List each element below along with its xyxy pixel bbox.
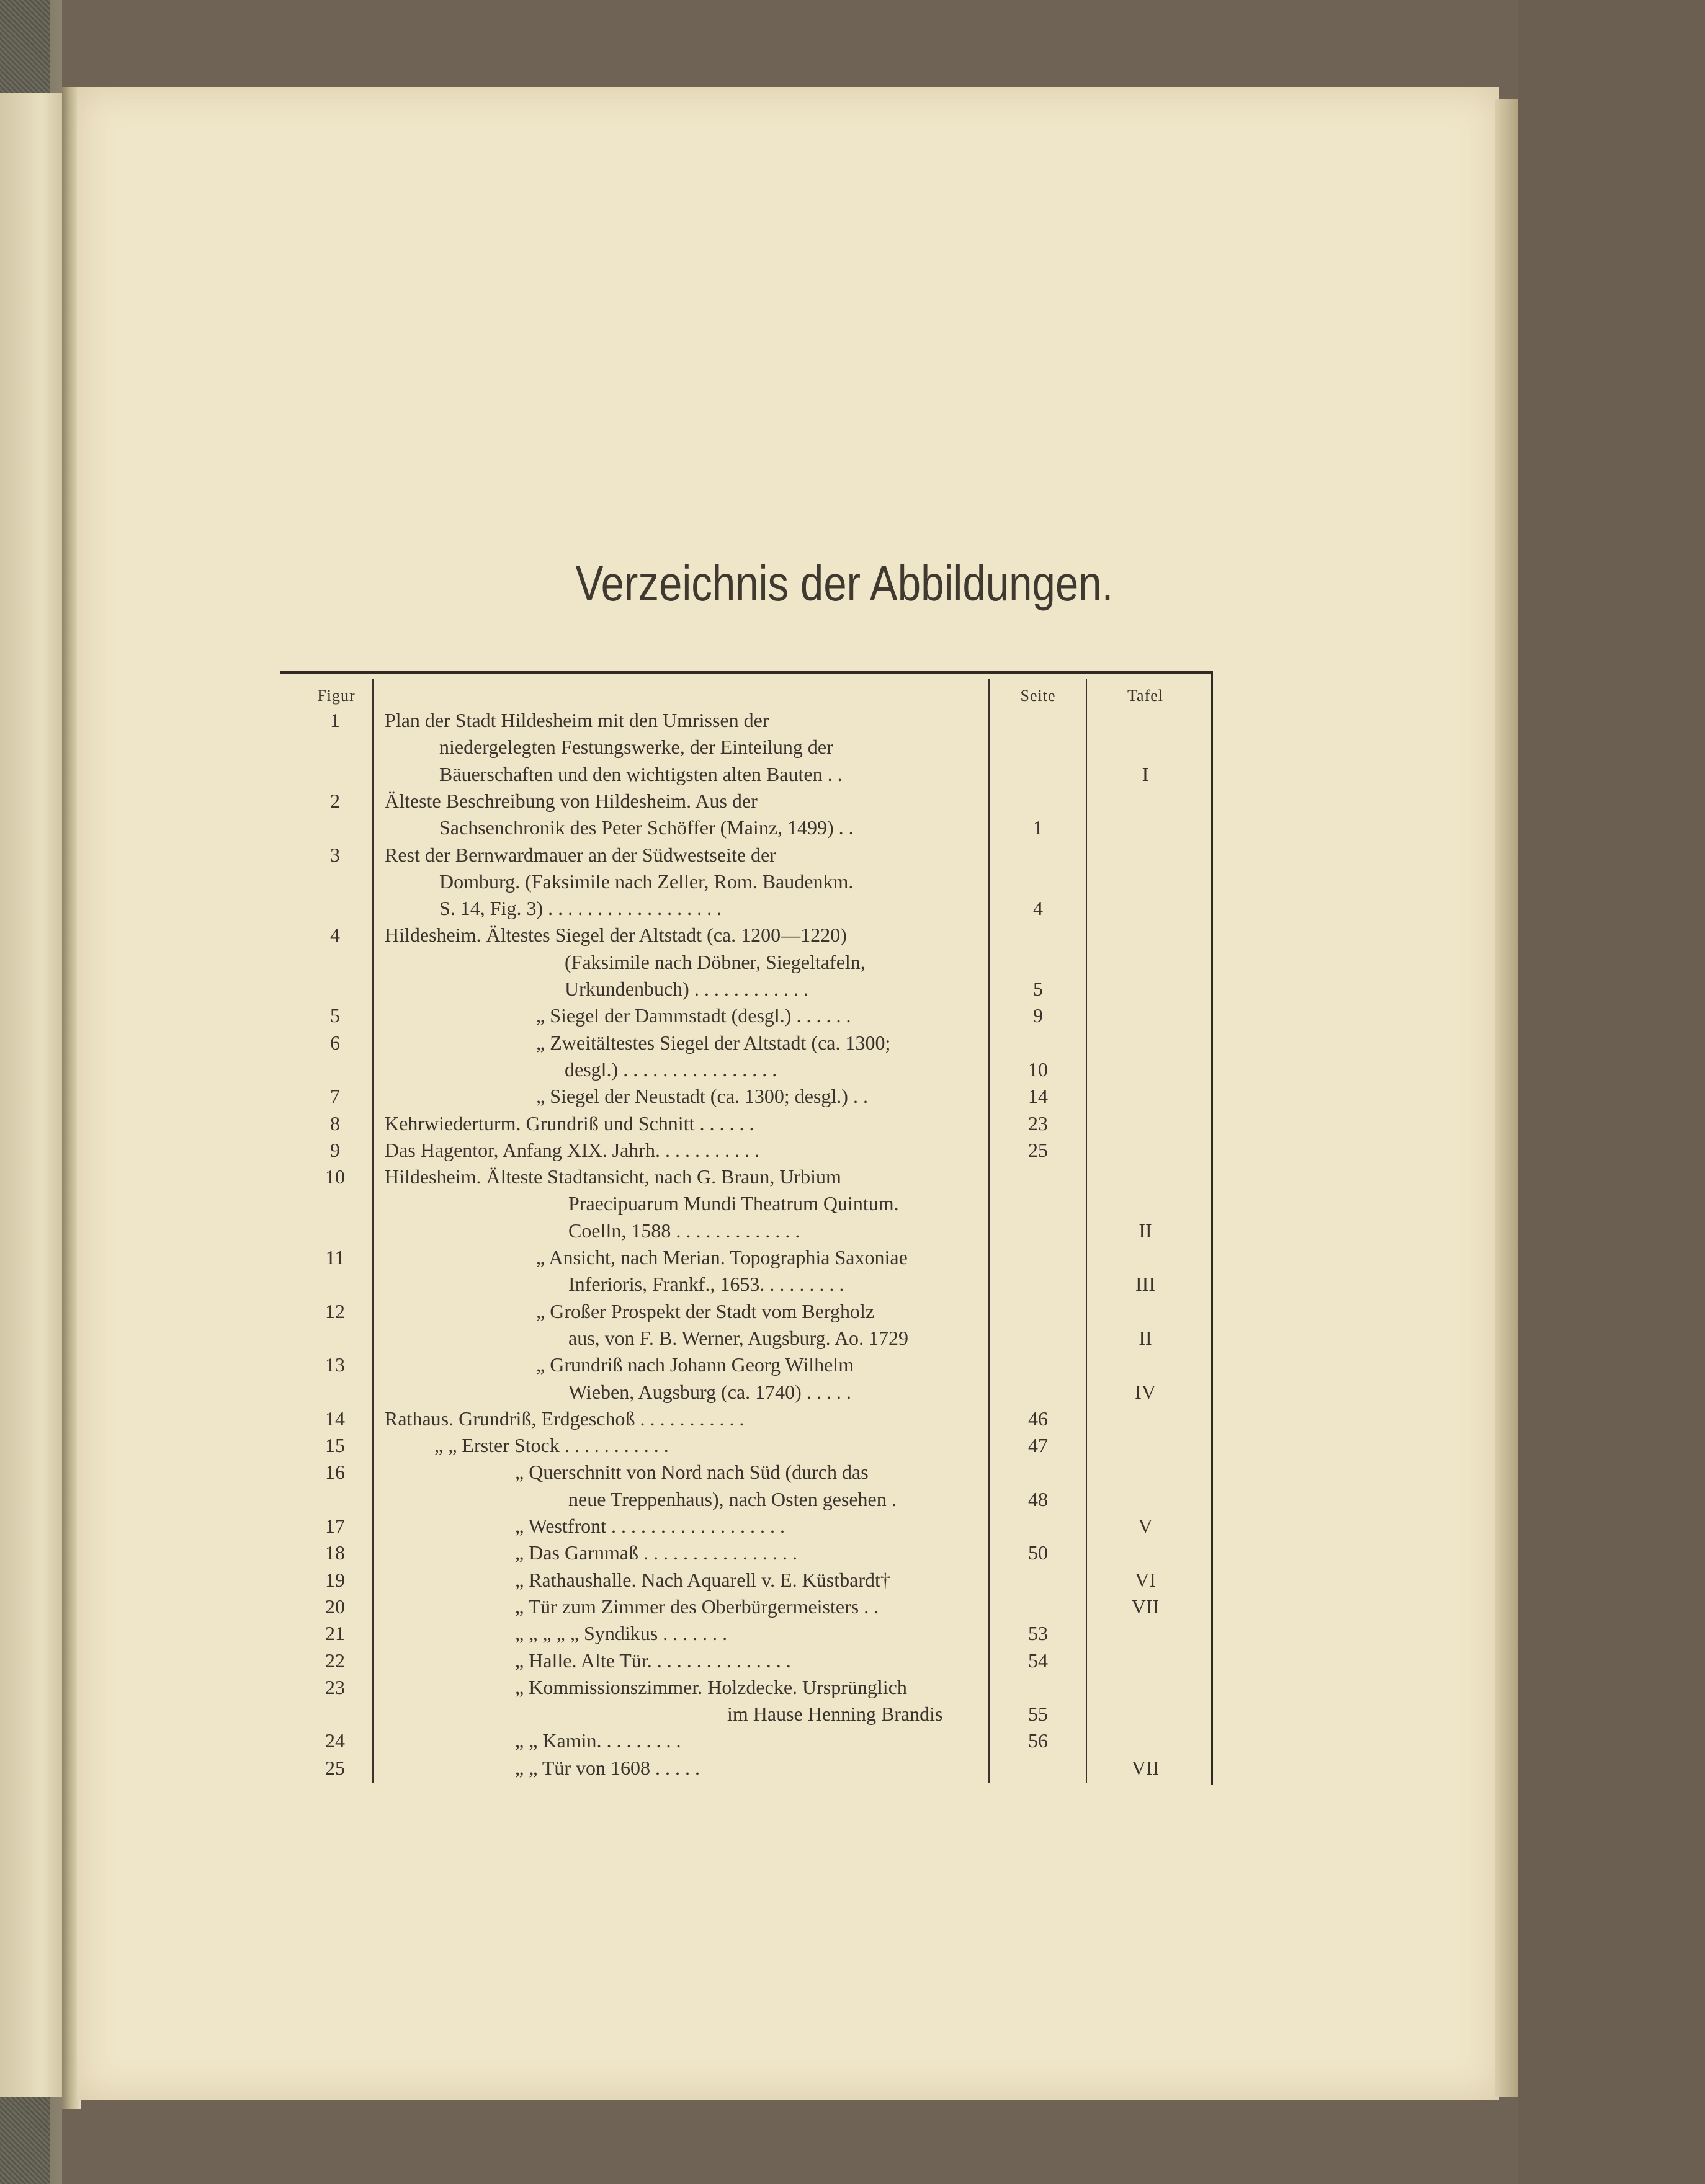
figure-number: 18 xyxy=(325,1541,345,1564)
figure-description: (Faksimile nach Döbner, Siegeltafeln, xyxy=(565,950,866,973)
figure-number: 2 xyxy=(330,789,340,812)
figure-description: Hildesheim. Ältestes Siegel der Altstadt (ca. 1200—1220) xyxy=(385,924,847,947)
page-number: 53 xyxy=(1028,1622,1048,1645)
table-row xyxy=(0,1138,1705,1164)
page-number: 55 xyxy=(1028,1703,1048,1726)
table-row xyxy=(0,1487,1705,1513)
figure-description: Das Hagentor, Anfang XIX. Jahrh. . . . . . . . . . . xyxy=(385,1138,759,1161)
figure-description: Domburg. (Faksimile nach Zeller, Rom. Baudenkm. xyxy=(439,870,854,893)
header-seite: Seite xyxy=(1020,687,1056,705)
figure-number: 19 xyxy=(325,1568,345,1591)
figure-description: „ Kommissionszimmer. Holzdecke. Ursprünglich xyxy=(515,1675,907,1698)
figure-number: 8 xyxy=(330,1112,340,1134)
figure-description: „ Halle. Alte Tür. . . . . . . . . . . . . . . xyxy=(515,1649,791,1672)
figure-description: Coelln, 1588 . . . . . . . . . . . . . xyxy=(568,1219,800,1242)
figure-number: 7 xyxy=(330,1085,340,1108)
binding-cloth-top xyxy=(0,0,50,105)
table-row xyxy=(0,1728,1705,1754)
page-number: 23 xyxy=(1028,1112,1048,1134)
table-row xyxy=(0,1164,1705,1190)
table-row xyxy=(0,922,1705,948)
figure-description: „ „ „ „ „ Syndikus . . . . . . . xyxy=(515,1622,728,1645)
page-number: 50 xyxy=(1028,1541,1048,1564)
table-row xyxy=(0,1621,1705,1647)
figure-description: Rathaus. Grundriß, Erdgeschoß . . . . . . . . . . . xyxy=(385,1407,745,1430)
table-row xyxy=(0,1003,1705,1029)
figure-description: „ Querschnitt von Nord nach Süd (durch das xyxy=(515,1461,869,1484)
figure-description: „ „ Tür von 1608 . . . . . xyxy=(515,1756,700,1779)
table-row xyxy=(0,1433,1705,1459)
table-row xyxy=(0,762,1705,788)
figure-description: desgl.) . . . . . . . . . . . . . . . . xyxy=(565,1058,777,1081)
figure-description: Bäuerschaften und den wichtigsten alten Bauten . . xyxy=(439,762,843,785)
figure-description: „ „ Erster Stock . . . . . . . . . . . xyxy=(434,1434,669,1457)
table-row xyxy=(0,1540,1705,1566)
table-row xyxy=(0,1594,1705,1620)
table-row xyxy=(0,1084,1705,1110)
figure-number: 4 xyxy=(330,924,340,947)
binding-cloth-bottom xyxy=(0,2097,50,2184)
plate-number: III xyxy=(1135,1273,1155,1296)
figure-description: niedergelegten Festungswerke, der Einteilung der xyxy=(439,736,833,759)
plate-number: IV xyxy=(1135,1380,1156,1403)
page-number: 56 xyxy=(1028,1729,1048,1752)
figure-number: 16 xyxy=(325,1461,345,1484)
plate-number: II xyxy=(1139,1326,1152,1349)
page-number: 1 xyxy=(1033,816,1043,839)
figure-description: „ „ Kamin. . . . . . . . . xyxy=(515,1729,681,1752)
figure-number: 13 xyxy=(325,1353,345,1376)
plate-number: VI xyxy=(1135,1568,1156,1591)
figure-number: 25 xyxy=(325,1756,345,1779)
page-number: 10 xyxy=(1028,1058,1048,1081)
page-number: 25 xyxy=(1028,1138,1048,1161)
figure-description: Wieben, Augsburg (ca. 1740) . . . . . xyxy=(568,1380,851,1403)
figure-number: 23 xyxy=(325,1675,345,1698)
page-title: Verzeichnis der Abbildungen. xyxy=(575,556,1114,611)
table-row xyxy=(0,1406,1705,1432)
figure-description: im Hause Henning Brandis xyxy=(727,1703,943,1726)
figure-description: „ Ansicht, nach Merian. Topographia Saxoniae xyxy=(536,1246,908,1268)
figure-description: S. 14, Fig. 3) . . . . . . . . . . . . . . . . . . xyxy=(439,897,722,920)
figure-description: neue Treppenhaus), nach Osten gesehen . xyxy=(568,1487,897,1510)
figure-description: aus, von F. B. Werner, Augsburg. Ao. 1729 xyxy=(568,1326,908,1349)
table-row xyxy=(0,1675,1705,1701)
table-row xyxy=(0,1352,1705,1378)
table-row xyxy=(0,1701,1705,1727)
figure-number: 17 xyxy=(325,1515,345,1537)
table-row xyxy=(0,815,1705,841)
header-tafel: Tafel xyxy=(1127,687,1164,705)
table-row xyxy=(0,1272,1705,1298)
table-row xyxy=(0,1379,1705,1406)
figure-description: Urkundenbuch) . . . . . . . . . . . . xyxy=(565,978,808,1000)
figure-description: „ Westfront . . . . . . . . . . . . . . . . . . xyxy=(515,1515,785,1537)
figure-number: 3 xyxy=(330,843,340,866)
figure-description: Sachsenchronik des Peter Schöffer (Mainz, 1499) . . xyxy=(439,816,854,839)
table-row xyxy=(0,1648,1705,1674)
plate-number: VII xyxy=(1131,1595,1160,1618)
table-row xyxy=(0,869,1705,895)
table-row xyxy=(0,1057,1705,1083)
table-row xyxy=(0,976,1705,1002)
table-row xyxy=(0,1326,1705,1352)
figure-number: 24 xyxy=(325,1729,345,1752)
figure-number: 11 xyxy=(325,1246,345,1268)
table-row xyxy=(0,1513,1705,1540)
table-row xyxy=(0,1245,1705,1271)
figure-number: 6 xyxy=(330,1031,340,1054)
figure-number: 9 xyxy=(330,1138,340,1161)
figure-number: 21 xyxy=(325,1622,345,1645)
figure-description: Kehrwiederturm. Grundriß und Schnitt . . . . . . xyxy=(385,1112,754,1134)
figure-description: „ Tür zum Zimmer des Oberbürgermeisters . . xyxy=(515,1595,879,1618)
figure-number: 15 xyxy=(325,1434,345,1457)
figure-number: 22 xyxy=(325,1649,345,1672)
page-number: 4 xyxy=(1033,897,1043,920)
page-number: 46 xyxy=(1028,1407,1048,1430)
table-row xyxy=(0,1191,1705,1217)
page-number: 14 xyxy=(1028,1085,1048,1108)
table-row xyxy=(0,708,1705,734)
table-row xyxy=(0,1218,1705,1244)
table-row xyxy=(0,896,1705,922)
table-row xyxy=(0,842,1705,868)
figure-number: 1 xyxy=(330,709,340,731)
page-number: 47 xyxy=(1028,1434,1048,1457)
table-row xyxy=(0,734,1705,760)
figure-description: Rest der Bernwardmauer an der Südwestseite der xyxy=(385,843,776,866)
plate-number: VII xyxy=(1131,1756,1160,1779)
table-row xyxy=(0,1111,1705,1137)
plate-number: II xyxy=(1139,1219,1152,1242)
figure-description: Hildesheim. Älteste Stadtansicht, nach G. Braun, Urbium xyxy=(385,1166,841,1188)
table-row xyxy=(0,1755,1705,1781)
header-figur: Figur xyxy=(317,687,356,705)
figure-description: „ Das Garnmaß . . . . . . . . . . . . . . . . xyxy=(515,1541,798,1564)
figure-description: Plan der Stadt Hildesheim mit den Umrissen der xyxy=(385,709,769,731)
figure-description: „ Siegel der Neustadt (ca. 1300; desgl.) . . xyxy=(536,1085,868,1108)
figure-description: „ Grundriß nach Johann Georg Wilhelm xyxy=(536,1353,854,1376)
figure-description: „ Siegel der Dammstadt (desgl.) . . . . . . xyxy=(536,1004,851,1027)
figure-description: Praecipuarum Mundi Theatrum Quintum. xyxy=(568,1192,899,1215)
table-row xyxy=(0,788,1705,814)
table-row xyxy=(0,1030,1705,1056)
figure-number: 20 xyxy=(325,1595,345,1618)
figure-description: „ Zweitältestes Siegel der Altstadt (ca. 1300; xyxy=(536,1031,891,1054)
plate-number: V xyxy=(1138,1515,1153,1537)
figure-description: „ Großer Prospekt der Stadt vom Bergholz xyxy=(536,1299,875,1322)
page-number: 54 xyxy=(1028,1649,1048,1672)
figure-description: Älteste Beschreibung von Hildesheim. Aus der xyxy=(385,789,758,812)
plate-number: I xyxy=(1142,762,1149,785)
table-row xyxy=(0,1567,1705,1593)
figure-number: 14 xyxy=(325,1407,345,1430)
table-row xyxy=(0,950,1705,976)
page-number: 9 xyxy=(1033,1004,1043,1027)
figure-description: Inferioris, Frankf., 1653. . . . . . . . . xyxy=(568,1273,844,1296)
figure-description: „ Rathaushalle. Nach Aquarell v. E. Küstbardt† xyxy=(515,1568,890,1591)
page-number: 48 xyxy=(1028,1487,1048,1510)
figure-number: 5 xyxy=(330,1004,340,1027)
figure-number: 12 xyxy=(325,1299,345,1322)
table-row xyxy=(0,1299,1705,1325)
table-row xyxy=(0,1460,1705,1486)
figure-number: 10 xyxy=(325,1166,345,1188)
page-number: 5 xyxy=(1033,978,1043,1000)
